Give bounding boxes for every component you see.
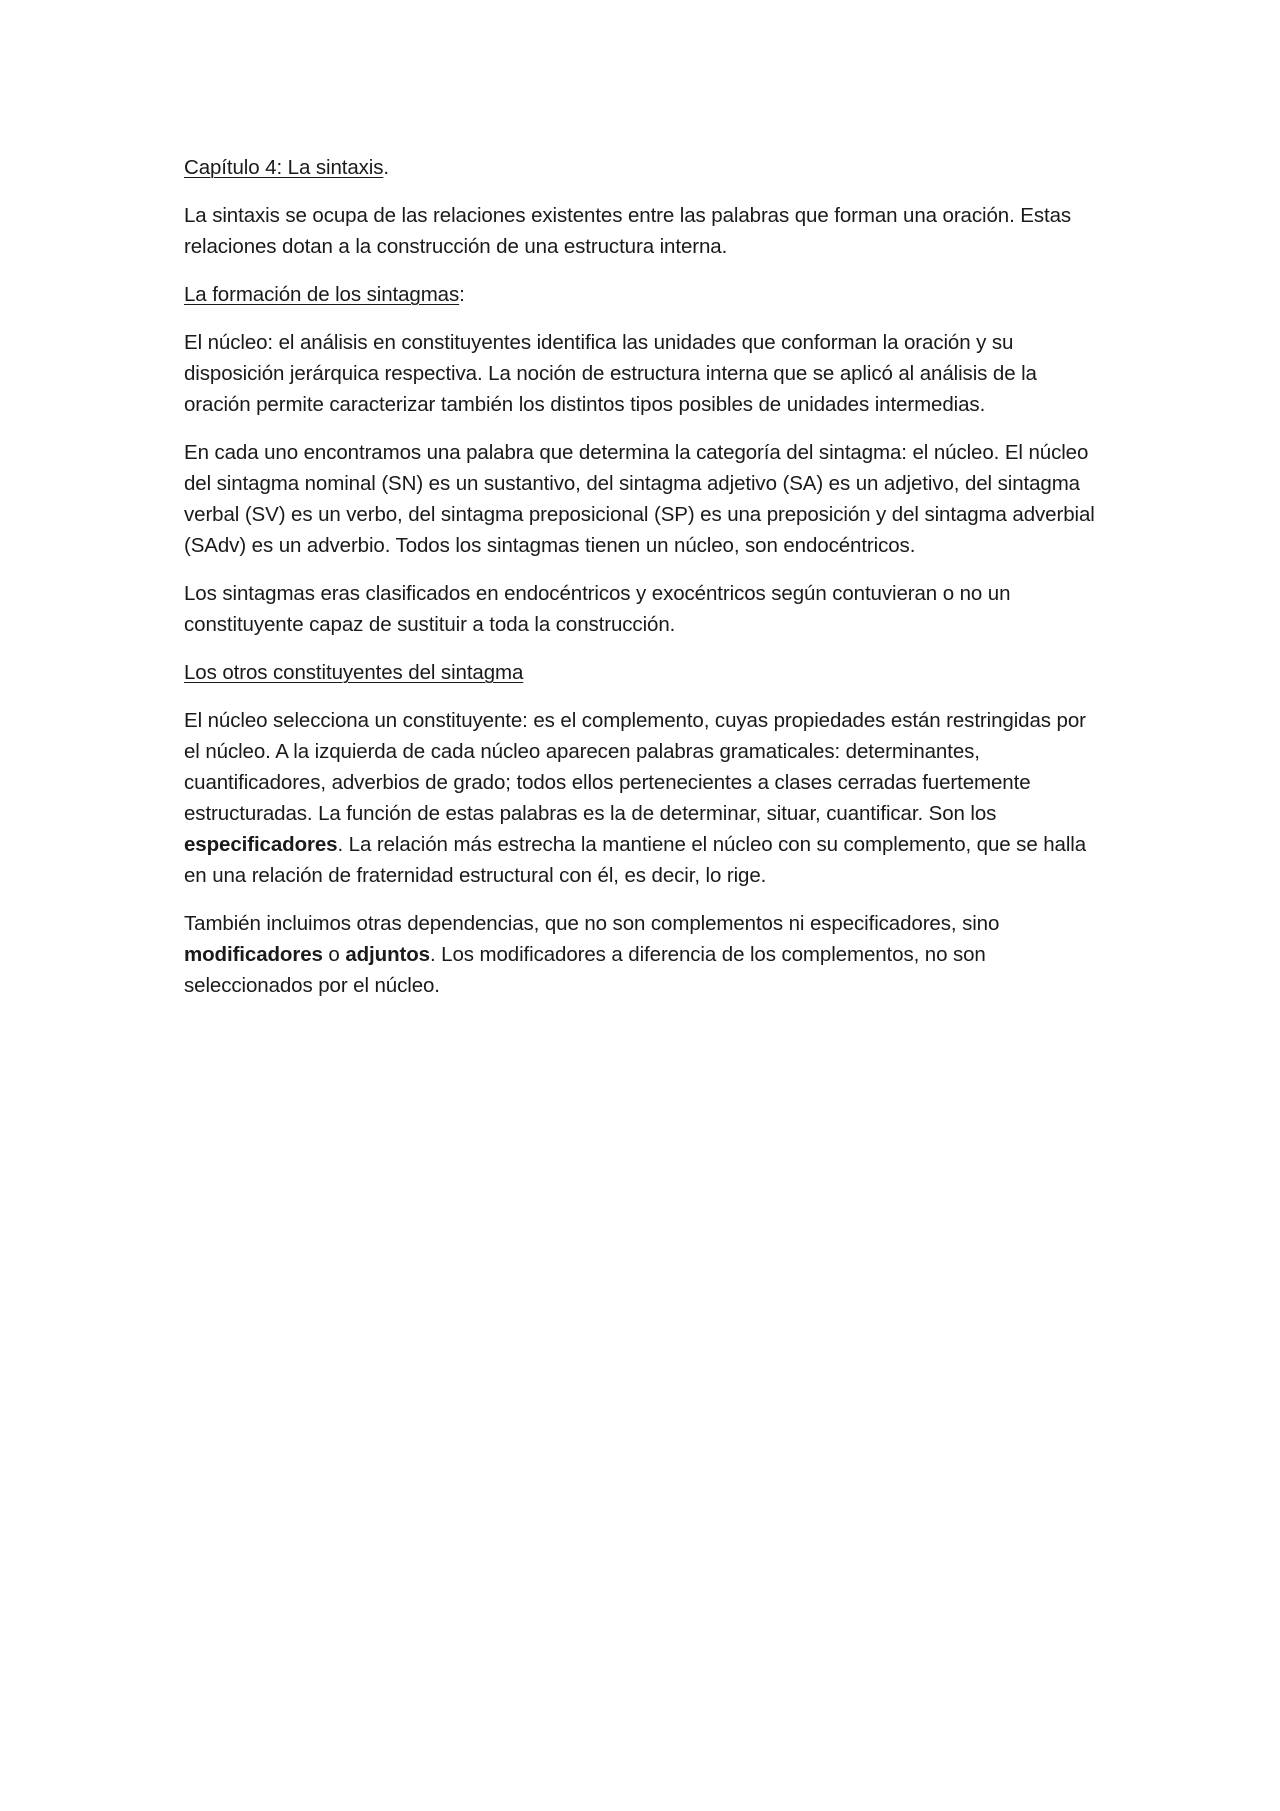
adjuntos-term: adjuntos bbox=[345, 943, 430, 966]
section-heading-constituyentes bbox=[184, 657, 1100, 688]
modificadores-text-before: También incluimos otras dependencias, que no son complementos ni especificadores, sino bbox=[184, 912, 1000, 935]
section-title-punctuation: : bbox=[459, 283, 465, 306]
especificadores-term: especificadores bbox=[184, 833, 338, 856]
especificadores-paragraph bbox=[184, 705, 1100, 891]
categoria-paragraph: En cada uno encontramos una palabra que determina la categoría del sintagma: el núcleo. El núcleo del sintagma nominal (SN) es un sustantivo, del sintagma adjetivo (SA) es un adjetivo, del sintagma verbal (SV) es un verbo, del sintagma preposicional (SP) es una preposición y del sintagma adverbial (SAdv) es un adverbio. Todos los sintagmas tienen un núcleo, son endocéntricos. bbox=[184, 441, 1095, 557]
intro-paragraph: La sintaxis se ocupa de las relaciones existentes entre las palabras que forman una oración. Estas relaciones dotan a la construcción de una estructura interna. bbox=[184, 204, 1072, 258]
modificadores-paragraph bbox=[184, 908, 1100, 1001]
especificadores-text-before: El núcleo selecciona un constituyente: es el complemento, cuyas propiedades están restringidas por el núcleo. A la izquierda de cada núcleo aparecen palabras gramaticales: determinantes, cuantificadores, adverbios de grado; todos ellos pertenecientes a clases cerradas fuertemente estructuradas. La función de estas palabras es la de determinar, situar, cuantificar. Son los bbox=[184, 709, 1086, 825]
section-heading-formacion bbox=[184, 279, 1100, 310]
nucleo-paragraph: El núcleo: el análisis en constituyentes identifica las unidades que conforman la oración y su disposición jerárquica respectiva. La noción de estructura interna que se aplicó al análisis de la oración permite caracterizar también los distintos tipos posibles de unidades intermedias. bbox=[184, 331, 1037, 416]
chapter-title-punctuation: . bbox=[383, 156, 390, 179]
modificadores-text-after: . Los modificadores a diferencia de los complementos, no son seleccionados por el núcleo. bbox=[184, 943, 986, 997]
clasificacion-paragraph: Los sintagmas eras clasificados en endocéntricos y exocéntricos según contuvieran o no un constituyente capaz de sustituir a toda la construcción. bbox=[184, 582, 1011, 636]
document-body bbox=[184, 152, 1100, 1018]
chapter-title: Capítulo 4: La sintaxis bbox=[184, 156, 384, 179]
section-title-constituyentes: Los otros constituyentes del sintagma bbox=[184, 661, 524, 684]
especificadores-text-after: . La relación más estrecha la mantiene el núcleo con su complemento, que se halla en una relación de fraternidad estructural con él, es decir, lo rige. bbox=[184, 833, 1087, 887]
chapter-heading bbox=[184, 152, 1100, 183]
section-title-formacion: La formación de los sintagmas bbox=[184, 283, 460, 306]
modificadores-term: modificadores bbox=[184, 943, 323, 966]
modificadores-connector: o bbox=[322, 943, 346, 966]
